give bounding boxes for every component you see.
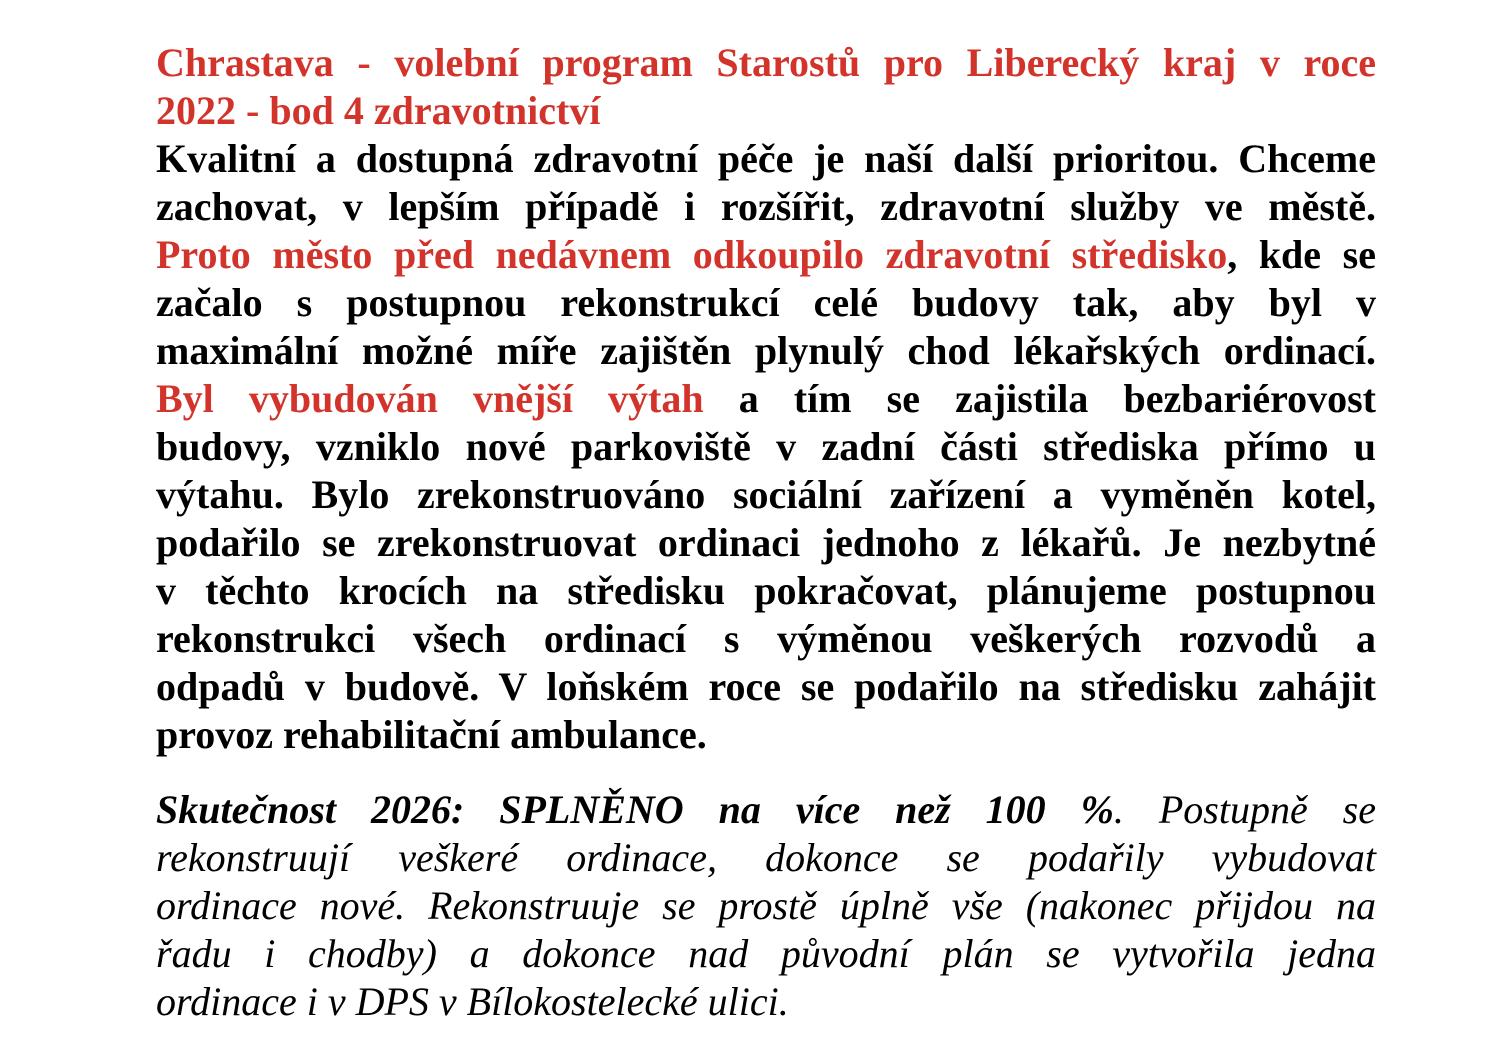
text-segment: rekonstruují veškeré ordinace, dokonce se podařily vybudovat [156,835,1376,880]
text-line [156,87,1376,135]
text-segment: zachovat, v lepším případě i rozšířit, zdravotní služby ve městě. [156,184,1376,229]
text-segment: podařilo se zrekonstruovat ordinaci jednoho z lékařů. Je nezbytné [156,520,1376,565]
text-segment: budovy, vzniklo nové parkoviště v zadní části střediska přímo u [156,424,1376,469]
text-segment: maximální možné míře zajištěn plynulý chod lékařských ordinací. [156,328,1376,373]
text-line [156,834,1376,882]
text-line [156,39,1376,87]
text-line [156,519,1376,567]
text-segment: Proto město před nedávnem odkoupilo zdravotní středisko [156,232,1228,277]
text-segment: Kvalitní a dostupná zdravotní péče je naší další prioritou. Chceme [156,136,1376,181]
text-segment: 2022 - bod 4 zdravotnictví [156,88,601,133]
text-segment: Skutečnost 2026: SPLNĚNO na více než 100 % [156,787,1114,832]
text-segment: řadu i chodby) a dokonce nad původní plán se vytvořila jedna [156,931,1376,976]
text-segment: ordinace nové. Rekonstruuje se prostě úplně vše (nakonec přijdou na [156,883,1376,928]
text-segment: rekonstrukci všech ordinací s výměnou veškerých rozvodů a [156,616,1376,661]
text-line [156,471,1376,519]
text-segment: v těchto krocích na středisku pokračovat, plánujeme postupnou [156,568,1376,613]
text-line [156,978,1376,1026]
text-segment: . Postupně se [1113,787,1376,832]
text-segment: , kde se [1227,232,1376,277]
outcome-paragraph [156,786,1376,1026]
text-segment: výtahu. Bylo zrekonstruováno sociální zařízení a vyměněn kotel, [156,472,1376,517]
text-line [156,615,1376,663]
text-segment: odpadů v budově. V loňském roce se podařilo na středisku zahájit [156,664,1376,709]
text-segment: a tím se zajistila bezbariérovost [703,376,1376,421]
text-line [156,567,1376,615]
text-line [156,375,1376,423]
text-segment: začalo s postupnou rekonstrukcí celé budovy tak, aby byl v [156,280,1376,325]
text-line [156,327,1376,375]
text-line [156,786,1376,834]
body-paragraph [156,135,1376,759]
text-line [156,930,1376,978]
text-line [156,135,1376,183]
text-segment: ordinace i v DPS v Bílokostelecké ulici. [156,979,789,1024]
text-line [156,423,1376,471]
text-line [156,279,1376,327]
text-segment: Chrastava - volební program Starostů pro Liberecký kraj v roce [156,40,1376,85]
text-line [156,663,1376,711]
text-segment: Byl vybudován vnější výtah [156,376,704,421]
text-line [156,882,1376,930]
text-segment: provoz rehabilitační ambulance. [156,712,707,757]
text-line [156,711,1376,759]
text-line [156,231,1376,279]
title-paragraph [156,39,1376,135]
text-line [156,183,1376,231]
